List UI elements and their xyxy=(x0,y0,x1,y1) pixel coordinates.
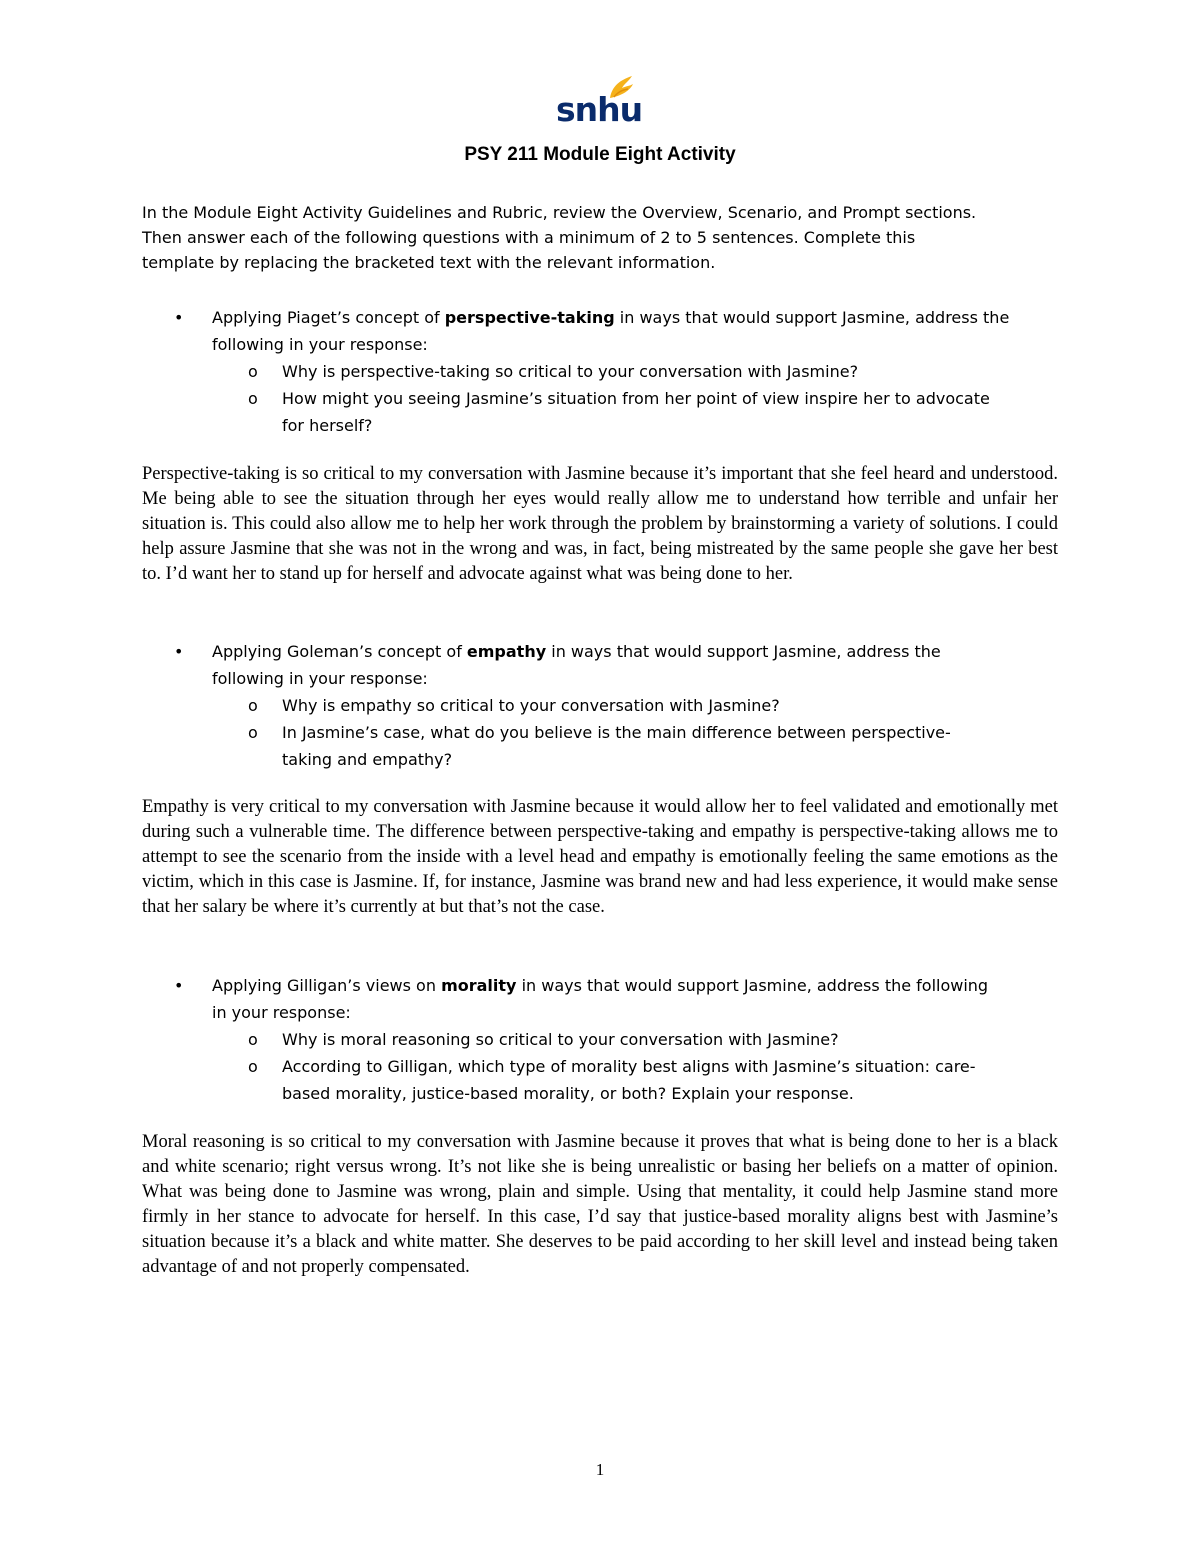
key-concept: morality xyxy=(441,976,517,995)
sub-bullet-icon: o xyxy=(248,362,258,381)
document-title: PSY 211 Module Eight Activity xyxy=(464,144,736,165)
sub-question-text: Why is empathy so critical to your conversation with Jasmine? xyxy=(282,696,780,715)
sub-question-text: Why is moral reasoning so critical to your conversation with Jasmine? xyxy=(282,1030,839,1049)
bullet-text: in ways that would support Jasmine, address the following xyxy=(516,976,989,995)
sub-question-text: Why is perspective-taking so critical to your conversation with Jasmine? xyxy=(282,362,859,381)
sub-bullet-icon: o xyxy=(248,696,258,715)
sub-bullet-icon: o xyxy=(248,1057,258,1076)
bullet-text: Applying Piaget’s concept of xyxy=(212,308,445,327)
question-block-empathy xyxy=(142,638,1062,773)
sub-question-text-continued: based morality, justice-based morality, or both? Explain your response. xyxy=(282,1084,854,1103)
sub-question xyxy=(142,692,1062,719)
intro-paragraph xyxy=(142,200,1062,275)
bullet-icon: • xyxy=(174,308,184,327)
key-concept: empathy xyxy=(466,642,547,661)
bullet-text-continued: in your response: xyxy=(212,1003,351,1022)
bullet-text: in ways that would support Jasmine, address the xyxy=(546,642,941,661)
logo-wordmark: snhu xyxy=(556,90,643,129)
sub-question-text: How might you seeing Jasmine’s situation from her point of view inspire her to advocate xyxy=(282,389,990,408)
intro-line: In the Module Eight Activity Guidelines and Rubric, review the Overview, Scenario, and Prompt sections. xyxy=(142,203,977,222)
bullet-item xyxy=(142,638,1062,665)
intro-line: template by replacing the bracketed text with the relevant information. xyxy=(142,253,716,272)
bullet-icon: • xyxy=(174,976,184,995)
sub-bullet-icon: o xyxy=(248,389,258,408)
bullet-item xyxy=(142,304,1062,331)
sub-question-text-continued: taking and empathy? xyxy=(282,750,453,769)
bullet-text: Applying Gilligan’s views on xyxy=(212,976,442,995)
answer-paragraph: Moral reasoning is so critical to my conversation with Jasmine because it proves that what is being done to her is a black and white scenario; right versus wrong. It’s not like she is being unrealistic or basing her beliefs on a matter of opinion. What was being done to Jasmine was wrong, plain and simple. Using that mentality, it could help Jasmine stand more firmly in her stance to advocate for herself. In this case, I’d say that justice-based morality aligns best with Jasmine’s situation because it’s a black and white matter. She deserves to be paid according to her skill level and instead being taken advantage of and not properly compensated. xyxy=(142,1132,1058,1277)
sub-question xyxy=(142,385,1062,412)
intro-line: Then answer each of the following questions with a minimum of 2 to 5 sentences. Complete this xyxy=(142,228,916,247)
page-number: 1 xyxy=(595,1460,605,1479)
question-block-morality xyxy=(142,972,1062,1107)
snhu-logo xyxy=(556,72,643,132)
bullet-item xyxy=(142,972,1062,999)
sub-question xyxy=(142,1026,1062,1053)
answer-paragraph: Empathy is very critical to my conversation with Jasmine because it would allow her to feel validated and emotionally met during such a vulnerable time. The difference between perspective-taking and empathy is perspective-taking allows me to attempt to see the scenario from the inside with a level head and empathy is emotionally feeling the same emotions as the victim, which in this case is Jasmine. If, for instance, Jasmine was brand new and had less experience, it would make sense that her salary be where it’s currently at but that’s not the case. xyxy=(142,797,1058,917)
bullet-text: in ways that would support Jasmine, address the xyxy=(614,308,1010,327)
bullet-text-continued: following in your response: xyxy=(212,335,428,354)
sub-question xyxy=(142,1053,1062,1080)
question-block-perspective-taking xyxy=(142,304,1062,439)
sub-question xyxy=(142,358,1062,385)
answer-paragraph: Perspective-taking is so critical to my conversation with Jasmine because it’s important that she feel heard and understood. Me being able to see the situation through her eyes would really allow me to understand how terrible and unfair her situation is. This could also allow me to help her work through the problem by brainstorming a variety of solutions. I could help assure Jasmine that she was not in the wrong and was, in fact, being mistreated by the same people she gave her best to. I’d want her to stand up for herself and advocate against what was being done to her. xyxy=(142,464,1058,584)
sub-question-text-continued: for herself? xyxy=(282,416,373,435)
sub-bullet-icon: o xyxy=(248,723,258,742)
sub-bullet-icon: o xyxy=(248,1030,258,1049)
sub-question xyxy=(142,719,1062,746)
bullet-icon: • xyxy=(174,642,184,661)
sub-question-text: According to Gilligan, which type of morality best aligns with Jasmine’s situation: care- xyxy=(282,1057,976,1076)
key-concept: perspective-taking xyxy=(444,308,615,327)
sub-question-text: In Jasmine’s case, what do you believe is the main difference between perspective- xyxy=(282,723,951,742)
bullet-text: Applying Goleman’s concept of xyxy=(212,642,467,661)
bullet-text-continued: following in your response: xyxy=(212,669,428,688)
